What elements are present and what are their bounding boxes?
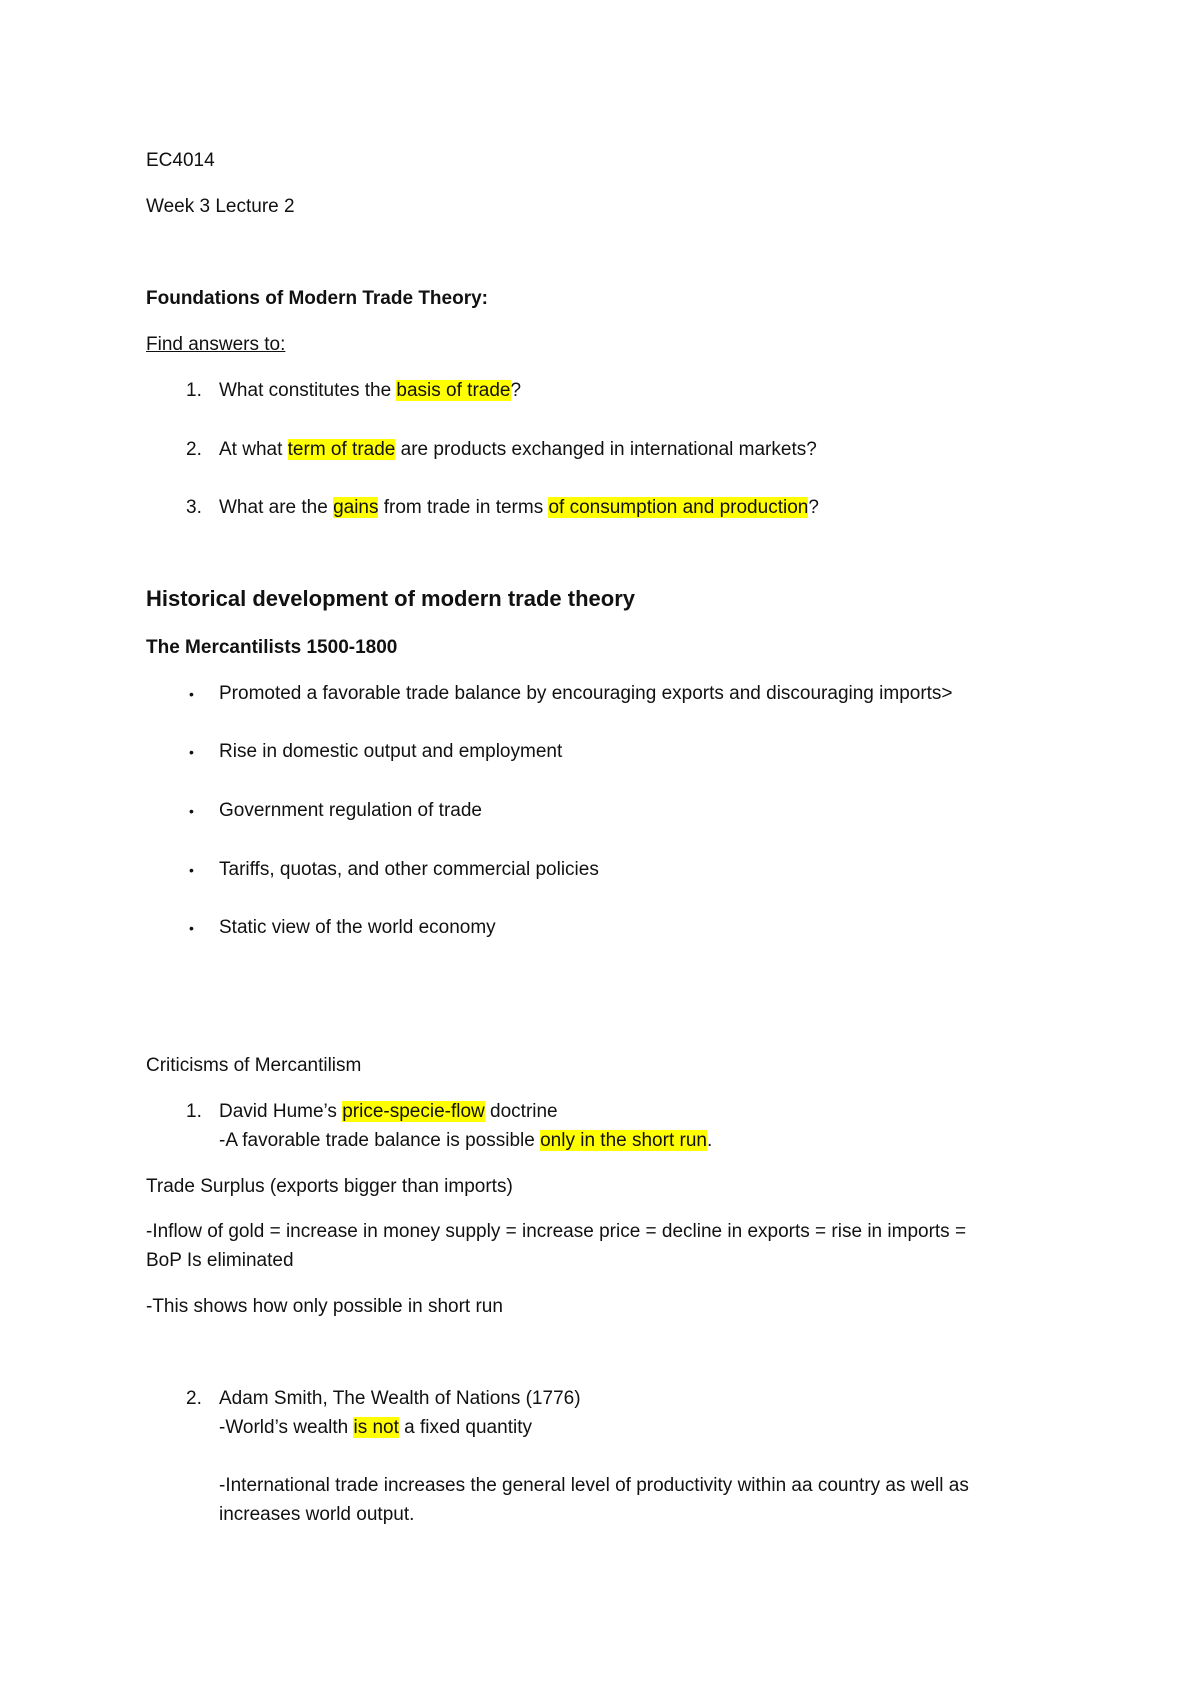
bullet-icon: • <box>189 862 194 878</box>
highlight: term of trade <box>287 439 396 460</box>
document-page: EC4014 Week 3 Lecture 2 Foundations of Modern Trade Theory: Find answers to: 1. What constitutes the basis of trade? 2. At what term of trade are products exchanged in international markets? 3. What are the gains from trade in terms of consumption and production? Historical development of modern trade theory The Mercantilists 1500-1800 • Promoted a favorable trade balance by encouraging exports and discouraging imports> • Rise in domestic output and employment • Government regulation of trade • Tariffs, quotas, and other commercial policies • Static view of the world economy Criticisms of Mercantilism 1. David Hume’s price-specie-flow doctrine -A favorable trade balance is possible only in the short run. Trade Surplus (exports bigger than imports) -Inflow of gold = increase in money supply = increase price = decline in exports = rise in imports = BoP Is eliminated -This shows how only possible in short run 2. Adam Smith, The Wealth of Nations (1776) -World’s wealth is not a fixed quantity -International trade increases the general level of productivity within aa country as well as increases world output. <box>0 0 1200 1698</box>
highlight: is not <box>353 1417 399 1438</box>
trade-surplus-line: Trade Surplus (exports bigger than imports) <box>146 1176 513 1197</box>
highlight: of consumption and production <box>548 497 809 518</box>
foundations-heading: Foundations of Modern Trade Theory: <box>146 288 488 309</box>
course-code: EC4014 <box>146 150 215 171</box>
question-number: 2. <box>186 439 202 460</box>
history-heading: Historical development of modern trade theory <box>146 586 635 611</box>
bullet-icon: • <box>189 803 194 819</box>
mercantilists-heading: The Mercantilists 1500-1800 <box>146 637 398 658</box>
item-number: 1. <box>186 1101 202 1122</box>
week-lecture: Week 3 Lecture 2 <box>146 196 295 217</box>
inflow-line-1: -Inflow of gold = increase in money supply = increase price = decline in exports = rise in imports = <box>146 1221 967 1242</box>
question-number: 1. <box>186 380 202 401</box>
bullet-icon: • <box>189 686 194 702</box>
highlight: only in the short run <box>540 1130 707 1151</box>
question-number: 3. <box>186 497 202 518</box>
highlight: gains <box>333 497 379 518</box>
item-number: 2. <box>186 1388 202 1409</box>
highlight: basis of trade <box>396 380 511 401</box>
criticisms-heading: Criticisms of Mercantilism <box>146 1055 362 1076</box>
bullet-icon: • <box>189 920 194 936</box>
highlight: price-specie-flow <box>342 1101 485 1122</box>
inflow-line-2: BoP Is eliminated <box>146 1250 294 1271</box>
short-run-line: -This shows how only possible in short run <box>146 1296 503 1317</box>
bullet-icon: • <box>189 744 194 760</box>
find-answers-subheading: Find answers to: <box>146 334 286 355</box>
